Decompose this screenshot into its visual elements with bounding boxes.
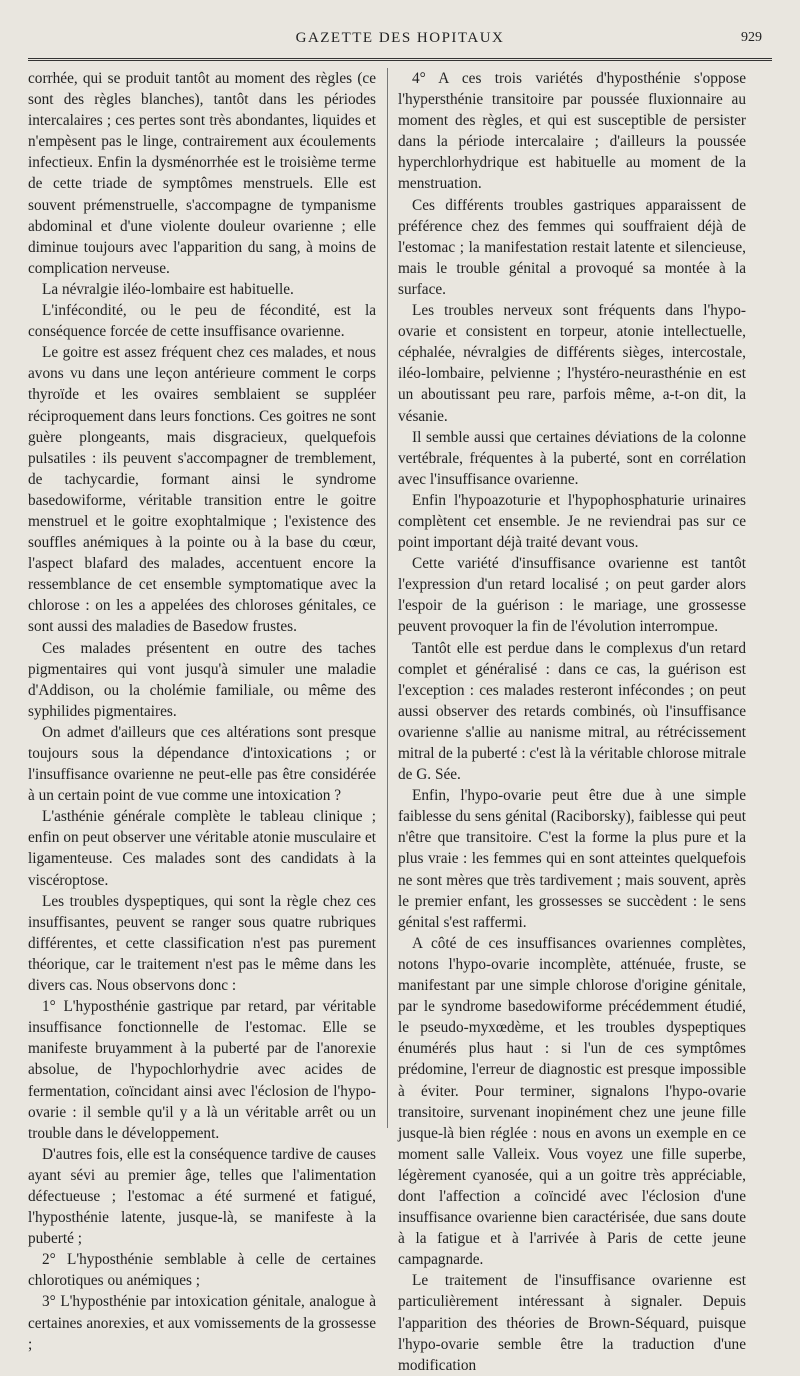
paragraph: Enfin l'hypoazoturie et l'hypophosphaturie urinaires complètent cet ensemble. Je ne reviendrai pas sur ce point important déjà traité devant vous. [398,491,746,552]
right-column [398,68,746,1376]
paragraph: corrhée, qui se produit tantôt au moment des règles (ce sont des règles blanches), tantôt dans les périodes intercalaires ; ces pertes sont très abondantes, liquides et n'empèsent pas le linge, contrairement aux écoulements infectieux. Enfin la dysménorrhée est le troisième terme de cette triade de symptômes menstruels. Elle est souvent prémenstruelle, s'accompagne de tympanisme abdominal et d'une violente douleur ovarienne ; elle diminue toujours avec l'apparition du sang, à moins de complication nerveuse. [28,70,376,277]
paragraph: A côté de ces insuffisances ovariennes complètes, notons l'hypo-ovarie incomplète, atténuée, fruste, se manifestant par une simple chlorose d'origine génitale, par le syndrome basedowiforme précédemment étudié, le pseudo-myxœdème, et les troubles dyspeptiques énumérés plus haut : si l'un de ces symptômes prédomine, l'erreur de diagnostic est presque impossible à éviter. Pour terminer, signalons l'hypo-ovarie transitoire, survenant inopinément chez une jeune fille jusque-là bien réglée : nous en avons un exemple en ce moment salle Valleix. Vous voyez une fille superbe, légèrement cyanosée, qui a un goitre très appréciable, dont l'affection a coïncidé avec l'éclosion d'une insuffisance ovarienne bien caractérisée, due sans doute à la fatigue et à l'arrivée à Paris de cette jeune campagnarde. [398,934,746,1269]
paragraph: Le goitre est assez fréquent chez ces malades, et nous avons vu dans une leçon antérieure comment le corps thyroïde et les ovaires semblaient se suppléer réciproquement dans leurs fonctions. Ces goitres ne sont guère plongeants, mais disgracieux, quelquefois pulsatiles : ils peuvent s'accompagner de tremblement, de tachycardie, formant ainsi le syndrome basedowiforme, véritable transition entre le goitre menstruel et le goitre exophtalmique ; l'existence des souffles anémiques à la pointe ou à la base du cœur, l'aspect blafard des malades, accentuent encore la ressemblance de cet ensemble symptomatique avec la chlorose : on les a appelées des chloroses génitales, ce sont aussi des maladies de Basedow frustes. [28,344,376,636]
paragraph: Enfin, l'hypo-ovarie peut être due à une simple faiblesse du sens génital (Raciborsky), faiblesse qui peut n'être que transitoire. C'est la forme la plus pure et la plus vraie : les femmes qui en sont atteintes quelquefois ne sont mères que très tardivement ; mais souvent, après le premier enfant, les grossesses se succèdent : le sens génital s'est raffermi. [398,787,746,931]
running-head: GAZETTE DES HOPITAUX [295,30,505,46]
paragraph: On admet d'ailleurs que ces altérations sont presque toujours sous la dépendance d'intoxications ; or l'insuffisance ovarienne ne peut-elle pas être considérée à un certain point de vue comme une intoxication ? [28,723,376,805]
paragraph: Il semble aussi que certaines déviations de la colonne vertébrale, fréquentes à la puberté, sont en corrélation avec l'insuffisance ovarienne. [398,428,746,488]
paragraph: 1° L'hyposthénie gastrique par retard, par véritable insuffisance fonctionnelle de l'estomac. Elle se manifeste bruyamment à la puberté par de l'anorexie absolue, de l'hypochlorhydrie avec acides de fermentation, coïncidant ainsi avec l'éclosion de l'hypo-ovarie : il semble qu'il y a là un véritable arrêt ou un trouble dans le développement. [28,998,376,1142]
paragraph: 2° L'hyposthénie semblable à celle de certaines chlorotiques ou anémiques ; [28,1251,376,1290]
page-number: 929 [741,30,762,45]
paragraph: Ces différents troubles gastriques apparaissent de préférence chez des femmes qui souffraient déjà de l'estomac ; la manifestation restait latente et silencieuse, mais le trouble génital a provoqué sa montée à la surface. [398,196,746,298]
paragraph: Tantôt elle est perdue dans le complexus d'un retard complet et généralisé : dans ce cas, la guérison est l'exception : ces malades resteront infécondes ; on peut aussi observer des retards combinés, où l'insuffisance ovarienne s'allie au nanisme mitral, au rétrécissement mitral de la puberté : c'est là la véritable chlorose mitrale de G. Sée. [398,639,746,784]
paragraph: Les troubles dyspeptiques, qui sont la règle chez ces insuffisantes, peuvent se ranger sous quatre rubriques différentes, et cette classification n'est pas purement théorique, car le traitement n'est pas le même dans les divers cas. Nous observons donc : [28,892,376,995]
column-divider [387,68,388,1128]
header-rule [28,58,772,61]
left-column [28,68,376,1355]
paragraph: L'asthénie générale complète le tableau clinique ; enfin on peut observer une véritable atonie musculaire et ligamenteuse. Ces malades sont des candidats à la viscéroptose. [28,808,376,889]
paragraph: Cette variété d'insuffisance ovarienne est tantôt l'expression d'un retard localisé ; on peut garder alors l'espoir de la guérison : le mariage, une grossesse peuvent provoquer la fin de l'évolution interrompue. [398,555,746,636]
paragraph: D'autres fois, elle est la conséquence tardive de causes ayant sévi au premier âge, telles que l'alimentation défectueuse ; l'estomac a été surmené et fatigué, l'hyposthénie latente, jusque-là, se manifeste à la puberté ; [28,1145,376,1248]
paragraph: 3° L'hyposthénie par intoxication génitale, analogue à certaines anorexies, et aux vomissements de la grossesse ; [28,1293,376,1353]
paragraph: Ces malades présentent en outre des taches pigmentaires qui vont jusqu'à simuler une maladie d'Addison, ou la cholémie familiale, ou même des syphilides pigmentaires. [28,639,376,720]
paragraph: Les troubles nerveux sont fréquents dans l'hypo-ovarie et consistent en torpeur, atonie intellectuelle, céphalée, névralgies de différents sièges, intercostale, iléo-lombaire, pelvienne ; l'hystéro-neurasthénie en est un aboutissant peu rare, parfois même, a-t-on dit, la vésanie. [398,302,746,425]
paragraph: 4° A ces trois variétés d'hyposthénie s'oppose l'hypersthénie transitoire par poussée fluxionnaire au moment des règles, et qui est susceptible de persister dans la période intercalaire ; d'ailleurs la poussée hyperchlorhydrique est habituelle au moment de la menstruation. [398,70,746,193]
paragraph: L'infécondité, ou le peu de fécondité, est la conséquence forcée de cette insuffisance ovarienne. [28,302,376,341]
paragraph: La névralgie iléo-lombaire est habituelle. [42,280,294,298]
paragraph: Le traitement de l'insuffisance ovarienne est particulièrement intéressant à signaler. Depuis l'apparition des théories de Brown-Séquard, puisque l'hypo-ovarie semble être la traduction d'une modification [398,1272,746,1374]
